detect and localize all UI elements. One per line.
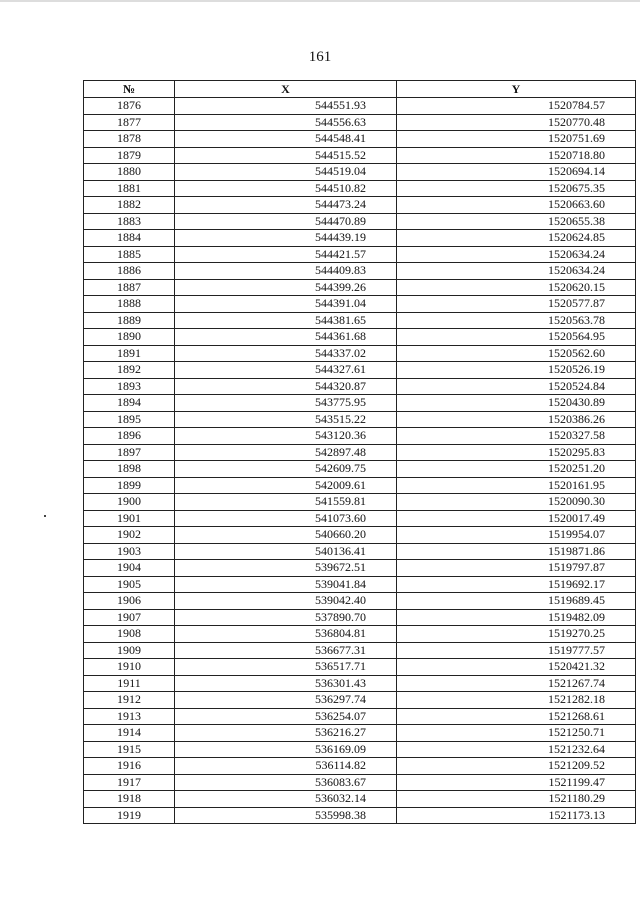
cell-number: 1889 xyxy=(84,312,175,329)
cell-x: 541559.81 xyxy=(175,494,397,511)
cell-y: 1520620.15 xyxy=(397,279,636,296)
cell-y: 1519692.17 xyxy=(397,576,636,593)
cell-number: 1878 xyxy=(84,131,175,148)
cell-y: 1521267.74 xyxy=(397,675,636,692)
cell-y: 1520524.84 xyxy=(397,378,636,395)
table-row xyxy=(84,659,636,676)
header-number: № xyxy=(84,81,175,98)
cell-number: 1905 xyxy=(84,576,175,593)
cell-y: 1520624.85 xyxy=(397,230,636,247)
cell-number: 1891 xyxy=(84,345,175,362)
cell-y: 1520564.95 xyxy=(397,329,636,346)
cell-x: 536083.67 xyxy=(175,774,397,791)
table-row xyxy=(84,279,636,296)
cell-number: 1918 xyxy=(84,791,175,808)
table-row xyxy=(84,362,636,379)
cell-y: 1520421.32 xyxy=(397,659,636,676)
cell-number: 1876 xyxy=(84,98,175,115)
cell-y: 1520675.35 xyxy=(397,180,636,197)
cell-number: 1882 xyxy=(84,197,175,214)
cell-number: 1881 xyxy=(84,180,175,197)
cell-y: 1520563.78 xyxy=(397,312,636,329)
table-row xyxy=(84,609,636,626)
cell-number: 1914 xyxy=(84,725,175,742)
table-row xyxy=(84,395,636,412)
cell-x: 543775.95 xyxy=(175,395,397,412)
cell-number: 1885 xyxy=(84,246,175,263)
cell-number: 1890 xyxy=(84,329,175,346)
table-row xyxy=(84,461,636,478)
table-row xyxy=(84,411,636,428)
cell-number: 1908 xyxy=(84,626,175,643)
cell-number: 1877 xyxy=(84,114,175,131)
header-x: X xyxy=(175,81,397,98)
cell-number: 1900 xyxy=(84,494,175,511)
cell-y: 1519871.86 xyxy=(397,543,636,560)
table-row xyxy=(84,114,636,131)
cell-number: 1887 xyxy=(84,279,175,296)
cell-number: 1913 xyxy=(84,708,175,725)
cell-number: 1888 xyxy=(84,296,175,313)
table-row xyxy=(84,329,636,346)
cell-x: 544421.57 xyxy=(175,246,397,263)
table-row xyxy=(84,230,636,247)
table-row xyxy=(84,626,636,643)
cell-number: 1916 xyxy=(84,758,175,775)
cell-x: 540136.41 xyxy=(175,543,397,560)
table-row xyxy=(84,675,636,692)
cell-x: 536032.14 xyxy=(175,791,397,808)
table-row xyxy=(84,444,636,461)
cell-x: 543515.22 xyxy=(175,411,397,428)
cell-number: 1896 xyxy=(84,428,175,445)
table-body xyxy=(84,98,636,824)
table-row xyxy=(84,197,636,214)
cell-number: 1899 xyxy=(84,477,175,494)
cell-x: 542009.61 xyxy=(175,477,397,494)
cell-y: 1520718.80 xyxy=(397,147,636,164)
cell-y: 1519797.87 xyxy=(397,560,636,577)
cell-number: 1892 xyxy=(84,362,175,379)
cell-x: 537890.70 xyxy=(175,609,397,626)
cell-x: 544548.41 xyxy=(175,131,397,148)
cell-x: 536114.82 xyxy=(175,758,397,775)
table-row xyxy=(84,213,636,230)
scan-dot xyxy=(44,515,46,517)
table-row xyxy=(84,807,636,824)
cell-x: 544515.52 xyxy=(175,147,397,164)
cell-y: 1520386.26 xyxy=(397,411,636,428)
cell-x: 536301.43 xyxy=(175,675,397,692)
table-row xyxy=(84,98,636,115)
cell-x: 539672.51 xyxy=(175,560,397,577)
cell-number: 1897 xyxy=(84,444,175,461)
cell-x: 544337.02 xyxy=(175,345,397,362)
cell-y: 1520526.19 xyxy=(397,362,636,379)
cell-number: 1919 xyxy=(84,807,175,824)
cell-x: 542609.75 xyxy=(175,461,397,478)
table-row xyxy=(84,296,636,313)
cell-y: 1521180.29 xyxy=(397,791,636,808)
cell-x: 536804.81 xyxy=(175,626,397,643)
table-row xyxy=(84,180,636,197)
cell-y: 1521282.18 xyxy=(397,692,636,709)
cell-x: 544327.61 xyxy=(175,362,397,379)
cell-y: 1521209.52 xyxy=(397,758,636,775)
cell-y: 1519954.07 xyxy=(397,527,636,544)
cell-y: 1519482.09 xyxy=(397,609,636,626)
table-row xyxy=(84,147,636,164)
cell-x: 542897.48 xyxy=(175,444,397,461)
cell-x: 544381.65 xyxy=(175,312,397,329)
cell-number: 1909 xyxy=(84,642,175,659)
cell-y: 1521232.64 xyxy=(397,741,636,758)
table-row xyxy=(84,774,636,791)
cell-x: 544409.83 xyxy=(175,263,397,280)
cell-x: 544391.04 xyxy=(175,296,397,313)
cell-number: 1904 xyxy=(84,560,175,577)
cell-number: 1912 xyxy=(84,692,175,709)
cell-y: 1520751.69 xyxy=(397,131,636,148)
cell-y: 1520663.60 xyxy=(397,197,636,214)
table-row xyxy=(84,345,636,362)
table-row xyxy=(84,692,636,709)
cell-x: 536297.74 xyxy=(175,692,397,709)
cell-y: 1520655.38 xyxy=(397,213,636,230)
cell-y: 1521199.47 xyxy=(397,774,636,791)
cell-x: 543120.36 xyxy=(175,428,397,445)
cell-y: 1521173.13 xyxy=(397,807,636,824)
header-row xyxy=(84,81,636,98)
cell-y: 1521250.71 xyxy=(397,725,636,742)
cell-number: 1910 xyxy=(84,659,175,676)
table-row xyxy=(84,477,636,494)
table-row xyxy=(84,378,636,395)
cell-y: 1520694.14 xyxy=(397,164,636,181)
cell-y: 1520784.57 xyxy=(397,98,636,115)
cell-x: 544361.68 xyxy=(175,329,397,346)
cell-number: 1906 xyxy=(84,593,175,610)
cell-number: 1915 xyxy=(84,741,175,758)
cell-y: 1520251.20 xyxy=(397,461,636,478)
cell-number: 1903 xyxy=(84,543,175,560)
cell-y: 1520295.83 xyxy=(397,444,636,461)
cell-x: 544399.26 xyxy=(175,279,397,296)
table-row xyxy=(84,246,636,263)
table-row xyxy=(84,791,636,808)
table-row xyxy=(84,576,636,593)
cell-number: 1907 xyxy=(84,609,175,626)
cell-number: 1884 xyxy=(84,230,175,247)
cell-y: 1519270.25 xyxy=(397,626,636,643)
table-row xyxy=(84,642,636,659)
cell-y: 1521268.61 xyxy=(397,708,636,725)
cell-number: 1898 xyxy=(84,461,175,478)
cell-y: 1520562.60 xyxy=(397,345,636,362)
table-row xyxy=(84,164,636,181)
cell-y: 1520090.30 xyxy=(397,494,636,511)
table-row xyxy=(84,527,636,544)
cell-y: 1520770.48 xyxy=(397,114,636,131)
cell-y: 1520430.89 xyxy=(397,395,636,412)
table-row xyxy=(84,560,636,577)
cell-x: 539041.84 xyxy=(175,576,397,593)
cell-y: 1519689.45 xyxy=(397,593,636,610)
table-row xyxy=(84,131,636,148)
cell-x: 544551.93 xyxy=(175,98,397,115)
coordinates-table xyxy=(83,80,636,824)
cell-x: 541073.60 xyxy=(175,510,397,527)
cell-y: 1520634.24 xyxy=(397,263,636,280)
cell-number: 1880 xyxy=(84,164,175,181)
cell-y: 1520017.49 xyxy=(397,510,636,527)
page-number: 161 xyxy=(308,49,332,65)
table-row xyxy=(84,758,636,775)
table-row xyxy=(84,741,636,758)
cell-x: 536517.71 xyxy=(175,659,397,676)
cell-x: 540660.20 xyxy=(175,527,397,544)
cell-number: 1911 xyxy=(84,675,175,692)
table-row xyxy=(84,428,636,445)
cell-number: 1883 xyxy=(84,213,175,230)
scan-top-edge xyxy=(0,0,640,2)
table-row xyxy=(84,263,636,280)
cell-y: 1520327.58 xyxy=(397,428,636,445)
cell-x: 544473.24 xyxy=(175,197,397,214)
cell-x: 536169.09 xyxy=(175,741,397,758)
cell-y: 1520634.24 xyxy=(397,246,636,263)
table-row xyxy=(84,494,636,511)
table-header xyxy=(84,81,636,98)
table-row xyxy=(84,708,636,725)
cell-x: 536254.07 xyxy=(175,708,397,725)
cell-number: 1879 xyxy=(84,147,175,164)
cell-number: 1917 xyxy=(84,774,175,791)
header-y: Y xyxy=(397,81,636,98)
cell-x: 544470.89 xyxy=(175,213,397,230)
cell-x: 544510.82 xyxy=(175,180,397,197)
table-row xyxy=(84,312,636,329)
cell-x: 544556.63 xyxy=(175,114,397,131)
cell-x: 539042.40 xyxy=(175,593,397,610)
cell-number: 1902 xyxy=(84,527,175,544)
cell-number: 1893 xyxy=(84,378,175,395)
cell-y: 1519777.57 xyxy=(397,642,636,659)
cell-x: 536677.31 xyxy=(175,642,397,659)
table-row xyxy=(84,510,636,527)
table-row xyxy=(84,543,636,560)
cell-x: 544439.19 xyxy=(175,230,397,247)
cell-number: 1894 xyxy=(84,395,175,412)
cell-y: 1520577.87 xyxy=(397,296,636,313)
cell-number: 1895 xyxy=(84,411,175,428)
cell-number: 1901 xyxy=(84,510,175,527)
table-row xyxy=(84,725,636,742)
cell-x: 544320.87 xyxy=(175,378,397,395)
cell-y: 1520161.95 xyxy=(397,477,636,494)
cell-x: 544519.04 xyxy=(175,164,397,181)
cell-x: 535998.38 xyxy=(175,807,397,824)
table-row xyxy=(84,593,636,610)
cell-x: 536216.27 xyxy=(175,725,397,742)
cell-number: 1886 xyxy=(84,263,175,280)
